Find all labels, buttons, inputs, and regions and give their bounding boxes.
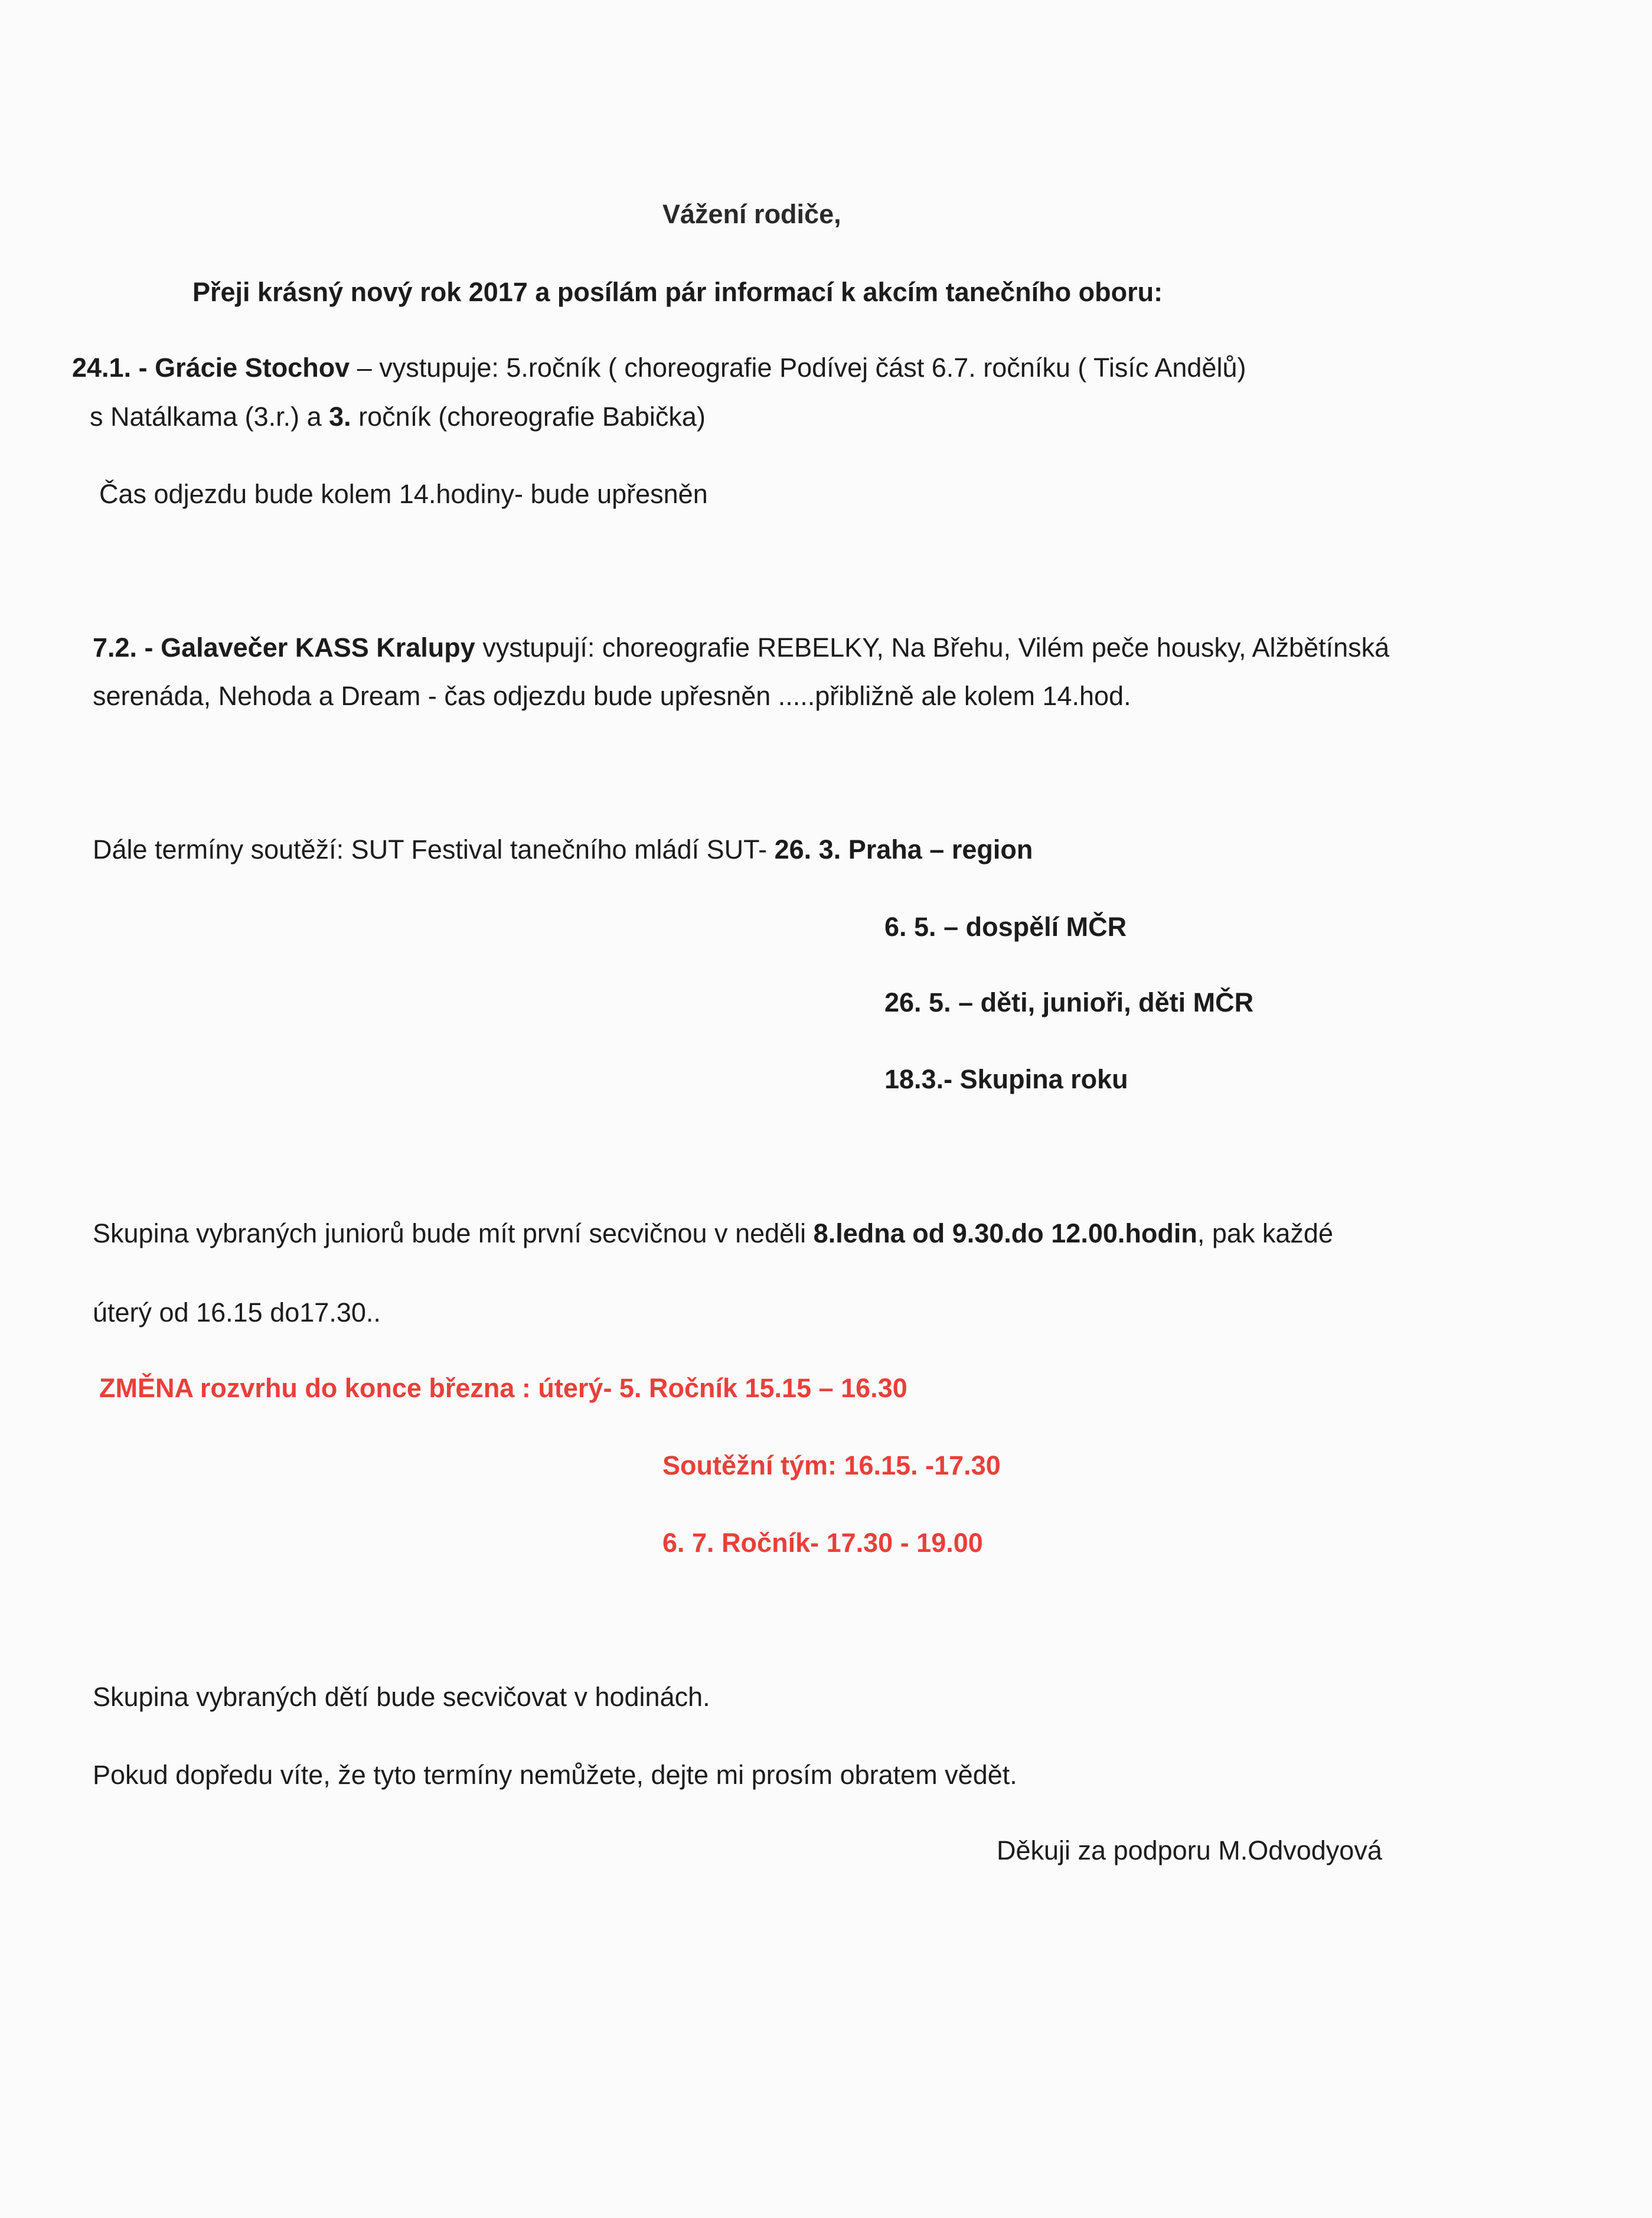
event2-desc: vystupují: choreografie REBELKY, Na Břehu, Vilém peče housky, Alžbětínská [475, 632, 1390, 663]
schedule-change-line3: 6. 7. Ročník- 17.30 - 19.00 [662, 1528, 983, 1558]
schedule-change-line2: Soutěžní tým: 16.15. -17.30 [662, 1450, 1001, 1480]
event1-line2-b: 3. [329, 402, 351, 432]
competitions-lead: Dále termíny soutěží: SUT Festival tanečního mládí SUT- [93, 834, 775, 865]
juniors-text-end: , pak každé [1197, 1218, 1333, 1248]
event2-name: Galavečer KASS Kralupy [161, 632, 475, 663]
juniors-text: Skupina vybraných juniorů bude mít první secvičnou v neděli [93, 1218, 814, 1248]
juniors-line1 [93, 1216, 1333, 1251]
competition-item: 26. 5. – děti, junioři, děti MČR [884, 987, 1254, 1017]
event1-line1 [72, 351, 1246, 385]
event2-line1 [93, 631, 1389, 665]
signoff: Děkuji za podporu M.Odvodyová [997, 1835, 1382, 1865]
event1-line2-a: s Natálkama (3.r.) a [90, 402, 329, 432]
event1-name: Grácie Stochov [155, 353, 350, 383]
event1-line2-c: ročník (choreografie Babička) [351, 402, 706, 432]
request-note: Pokud dopředu víte, že tyto termíny nemůžete, dejte mi prosím obratem vědět. [93, 1760, 1017, 1790]
schedule-change-line1: ZMĚNA rozvrhu do konce března : úterý- 5. Ročník 15.15 – 16.30 [99, 1373, 907, 1403]
event1-departure: Čas odjezdu bude kolem 14.hodiny- bude upřesněn [99, 479, 708, 509]
competitions-line1 [93, 833, 1033, 867]
event1-line2 [90, 400, 706, 434]
event2-date: 7.2. - [93, 632, 154, 663]
event1-date: 24.1. - [72, 353, 148, 383]
greeting: Vážení rodiče, [662, 199, 841, 229]
juniors-date: 8.ledna od 9.30.do 12.00.hodin [813, 1218, 1197, 1248]
children-note: Skupina vybraných dětí bude secvičovat v hodinách. [93, 1682, 710, 1712]
competition-item: 26. 3. Praha – region [774, 834, 1033, 865]
intro: Přeji krásný nový rok 2017 a posílám pár informací k akcím tanečního oboru: [192, 277, 1163, 307]
competition-item: 18.3.- Skupina roku [884, 1064, 1128, 1094]
event1-desc: – vystupuje: 5.ročník ( choreografie Podívej část 6.7. ročníku ( Tisíc Andělů) [350, 353, 1246, 383]
event2-line2: serenáda, Nehoda a Dream - čas odjezdu bude upřesněn .....přibližně ale kolem 14.hod. [93, 681, 1131, 711]
competition-item: 6. 5. – dospělí MČR [884, 912, 1127, 942]
juniors-line2: úterý od 16.15 do17.30.. [93, 1297, 381, 1327]
